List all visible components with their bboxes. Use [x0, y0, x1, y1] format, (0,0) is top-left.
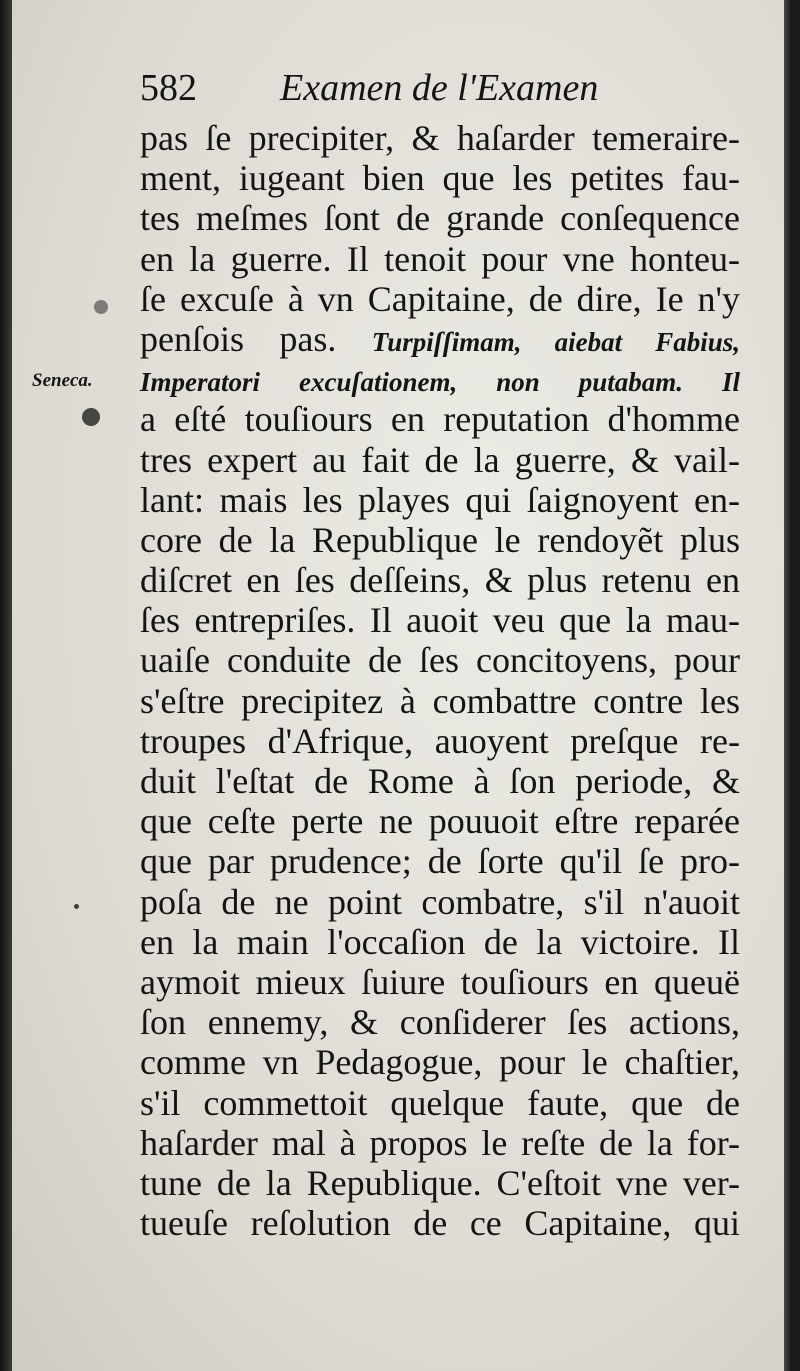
body-text	[140, 118, 740, 1243]
text-line: tueuſe reſolution de ce Capitaine, qui	[140, 1203, 740, 1244]
text-line: tes meſmes ſont de grande conſequence	[140, 198, 740, 239]
text-line: s'eſtre precipitez à combattre contre les	[140, 680, 740, 721]
text-line: comme vn Pedagogue, pour le chaſtier,	[140, 1042, 740, 1083]
text-line: tune de la Republique. C'eſtoit vne ver-	[140, 1162, 740, 1203]
ink-smudge	[74, 904, 79, 909]
book-page	[12, 0, 792, 1371]
text-line: tres expert au fait de la guerre, & vail-	[140, 439, 740, 480]
text-line: a eſté touſiours en reputation d'homme	[140, 399, 740, 440]
text-line: duit l'eſtat de Rome à ſon periode, &	[140, 761, 740, 801]
text-line: diſcret en ſes deſſeins, & plus retenu en	[140, 560, 740, 601]
text-line: ſon ennemy, & conſiderer ſes actions,	[140, 1002, 740, 1043]
text-line: aymoit mieux ſuiure touſiours en queuë	[140, 961, 740, 1002]
text-line: uaiſe conduite de ſes concitoyens, pour	[140, 640, 740, 681]
text-line: core de la Republique le rendoyẽt plus	[140, 519, 740, 560]
text-line: s'il commettoit quelque faute, que de	[140, 1082, 740, 1123]
text-line	[140, 319, 740, 359]
latin-quote-cont: Imperatori excuſationem, non putabam. Il	[140, 367, 740, 398]
text-line: poſa de ne point combatre, s'il n'auoit	[140, 881, 740, 922]
text-line: en la main l'occaſion de la victoire. Il	[140, 921, 740, 962]
text-line: que par prudence; de ſorte qu'il ſe pro-	[140, 841, 740, 882]
page-number: 582	[140, 67, 197, 109]
text-line: lant: mais les playes qui ſaignoyent en-	[140, 479, 740, 520]
text-line: ſe excuſe à vn Capitaine, de dire, Ie n'y	[140, 278, 740, 319]
running-head	[140, 66, 660, 116]
margin-note: Seneca.	[32, 370, 93, 391]
ink-smudge	[82, 408, 100, 426]
text-line: que ceſte perte ne pouuoit eſtre reparée	[140, 801, 740, 842]
page-right-shadow	[784, 0, 792, 1371]
text-line: pas ſe precipiter, & haſarder temeraire-	[140, 118, 740, 158]
text-segment: penſois pas.	[140, 318, 372, 359]
text-line: en la guerre. Il tenoit pour vne honteu-	[140, 238, 740, 279]
text-line: haſarder mal à propos le reſte de la for-	[140, 1122, 740, 1163]
page-left-shadow	[0, 0, 12, 1371]
running-title: Examen de l'Examen	[280, 67, 599, 109]
text-line: ſes entrepriſes. Il auoit veu que la mau-	[140, 600, 740, 641]
text-line: troupes d'Afrique, auoyent preſque re-	[140, 720, 740, 761]
text-line: ment, iugeant bien que les petites fau-	[140, 158, 740, 199]
ink-smudge	[94, 300, 108, 314]
text-line-latin	[140, 359, 740, 399]
latin-quote: Turpiſſimam, aiebat Fabius,	[371, 326, 740, 357]
